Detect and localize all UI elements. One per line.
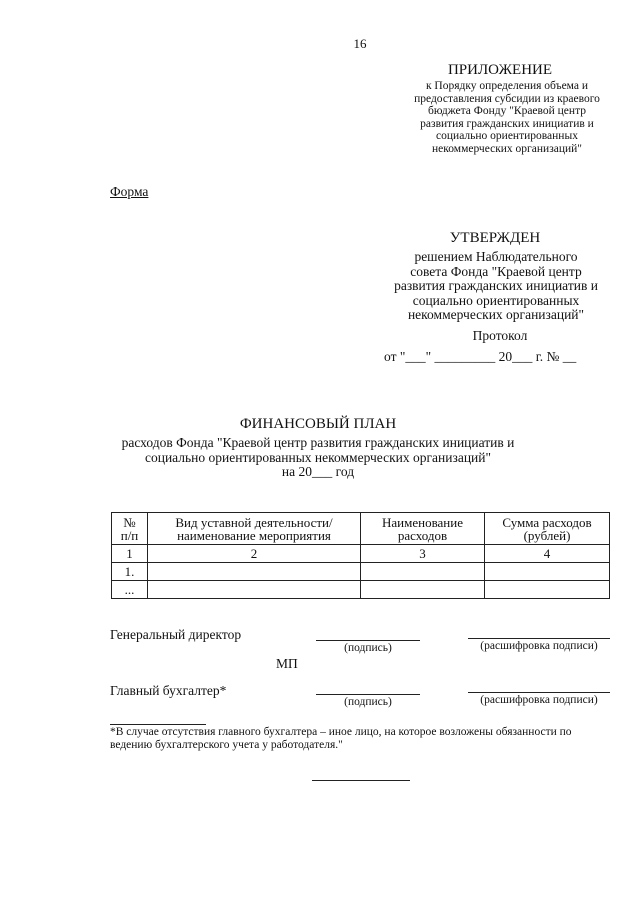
approval-line: решением Наблюдательного bbox=[414, 249, 578, 264]
protocol-label: Протокол bbox=[472, 328, 528, 343]
director-label: Генеральный директор bbox=[110, 627, 242, 642]
protocol-date-number: от "___" _________ 20___ г. № __ bbox=[384, 349, 577, 364]
table-cell: 2 bbox=[148, 545, 361, 563]
table-cell bbox=[485, 563, 610, 581]
approval-title: УТВЕРЖДЕН bbox=[449, 230, 541, 246]
table-row bbox=[112, 563, 610, 581]
approval-line: социально ориентированных bbox=[412, 292, 580, 308]
table-cell: 4 bbox=[485, 545, 610, 563]
table-cell bbox=[485, 581, 610, 599]
header-cell-amount: Сумма расходов (рублей) bbox=[485, 513, 610, 545]
director-decoding-caption: (расшифровка подписи) bbox=[480, 640, 598, 652]
plan-line: на 20___ год bbox=[281, 464, 355, 479]
plan-subtitle bbox=[120, 436, 516, 480]
accountant-signature-line bbox=[316, 694, 420, 695]
appendix-line: бюджета Фонду "Краевой центр bbox=[427, 105, 586, 117]
appendix-line: к Порядку определения объема и bbox=[425, 80, 589, 92]
table-cell bbox=[148, 581, 361, 599]
appendix-title: ПРИЛОЖЕНИЕ bbox=[447, 62, 553, 78]
header-cell-activity: Вид уставной деятельности/ наименование мероприятия bbox=[148, 513, 361, 545]
closing-line bbox=[312, 780, 410, 781]
accountant-signature-caption: (подпись) bbox=[344, 696, 392, 708]
appendix-line: социально ориентированных bbox=[436, 130, 578, 142]
footnote-text: *В случае отсутствия главного бухгалтера – иное лицо, на которое возложены обязанности по ведению бухгалтерского учета у работодателя." bbox=[110, 726, 572, 751]
table-cell: ... bbox=[112, 581, 148, 599]
table-row bbox=[112, 581, 610, 599]
plan-line: социально ориентированных некоммерческих организаций" bbox=[144, 449, 492, 465]
table-cell bbox=[361, 563, 485, 581]
appendix-line: предоставления субсидии из краевого bbox=[414, 92, 600, 105]
approval-line: некоммерческих организаций" bbox=[407, 307, 585, 322]
plan-title: ФИНАНСОВЫЙ ПЛАН bbox=[239, 416, 397, 432]
table-cell bbox=[148, 563, 361, 581]
director-signature-line bbox=[316, 640, 420, 641]
table-cell: 3 bbox=[361, 545, 485, 563]
accountant-label: Главный бухгалтер* bbox=[110, 683, 227, 698]
table-row bbox=[112, 545, 610, 563]
accountant-decoding-line bbox=[468, 692, 610, 693]
appendix-text bbox=[392, 80, 622, 155]
stamp-label: МП bbox=[276, 656, 298, 671]
director-decoding-line bbox=[468, 638, 610, 639]
approval-text bbox=[376, 250, 616, 323]
table-cell: 1 bbox=[112, 545, 148, 563]
appendix-line: развития гражданских инициатив и bbox=[420, 117, 594, 130]
appendix-line: некоммерческих организаций" bbox=[432, 142, 582, 155]
accountant-decoding-caption: (расшифровка подписи) bbox=[480, 694, 598, 706]
page-number: 16 bbox=[353, 36, 367, 51]
form-label: Форма bbox=[110, 184, 149, 199]
table-cell: 1. bbox=[112, 563, 148, 581]
director-signature-caption: (подпись) bbox=[344, 642, 392, 654]
table-cell bbox=[361, 581, 485, 599]
footnote-separator bbox=[110, 724, 206, 725]
approval-line: совета Фонда "Краевой центр bbox=[410, 263, 582, 279]
table-header-row bbox=[112, 513, 610, 545]
header-cell-number: № п/п bbox=[112, 513, 148, 545]
plan-line: расходов Фонда "Краевой центр развития гражданских инициатив и bbox=[121, 435, 515, 450]
approval-line: развития гражданских инициатив и bbox=[394, 278, 598, 293]
header-cell-expense-name: Наименование расходов bbox=[361, 513, 485, 545]
financial-plan-table bbox=[111, 512, 610, 599]
